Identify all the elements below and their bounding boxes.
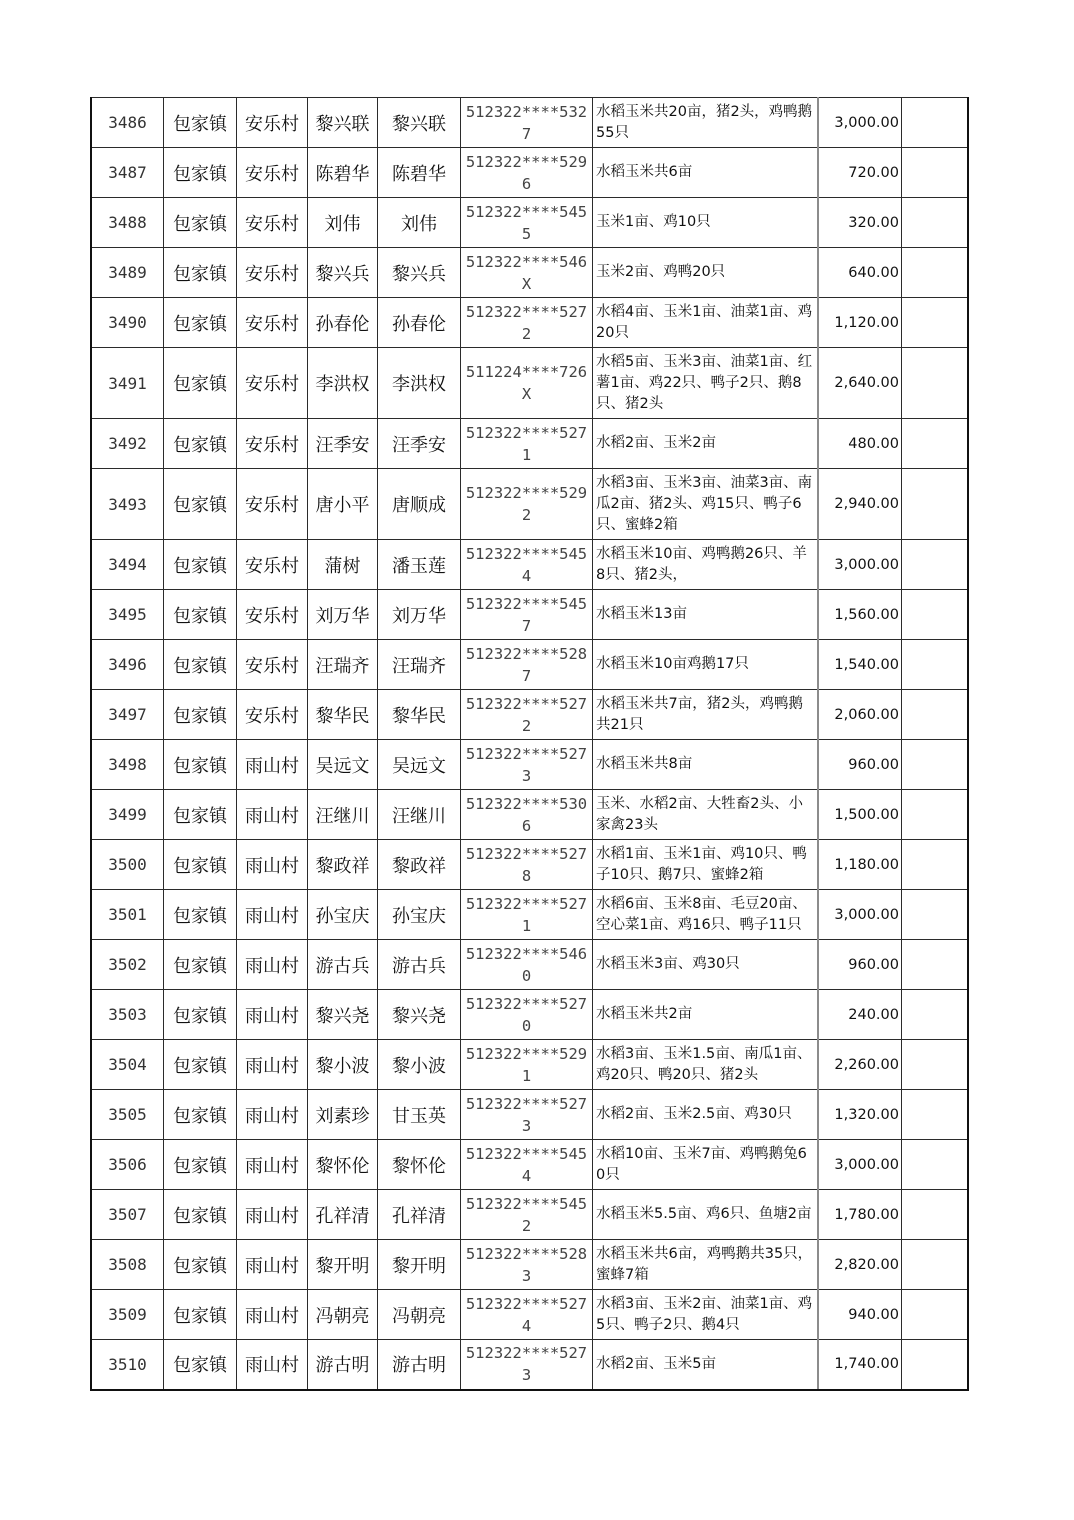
town-cell: 包家镇: [164, 940, 237, 990]
row-number: 3491: [91, 348, 164, 419]
row-number: 3487: [91, 148, 164, 198]
description-cell: 水稻玉米10亩鸡鹅17只: [593, 640, 819, 690]
row-number: 3498: [91, 740, 164, 790]
id-card-cell: 512322****5454: [461, 1140, 593, 1190]
table-row: [91, 248, 968, 298]
amount-cell: 1,180.00: [818, 840, 902, 890]
note-cell: [902, 840, 969, 890]
name-cell: 黎政祥: [308, 840, 378, 890]
row-number: 3490: [91, 298, 164, 348]
village-cell: 安乐村: [237, 590, 308, 640]
id-card-cell: 512322****5272: [461, 690, 593, 740]
description-cell: 水稻玉米共7亩，猪2头，鸡鸭鹅共21只: [593, 690, 819, 740]
note-cell: [902, 940, 969, 990]
name-cell: 陈碧华: [308, 148, 378, 198]
payee-cell: 游古兵: [378, 940, 461, 990]
village-cell: 安乐村: [237, 540, 308, 590]
village-cell: 雨山村: [237, 1140, 308, 1190]
row-number: 3500: [91, 840, 164, 890]
town-cell: 包家镇: [164, 740, 237, 790]
note-cell: [902, 148, 969, 198]
id-card-cell: 512322****5270: [461, 990, 593, 1040]
payee-cell: 黎小波: [378, 1040, 461, 1090]
description-cell: 玉米1亩、鸡10只: [593, 198, 819, 248]
description-cell: 水稻10亩、玉米7亩、鸡鸭鹅兔60只: [593, 1140, 819, 1190]
name-cell: 唐小平: [308, 469, 378, 540]
description-cell: 水稻4亩、玉米1亩、油菜1亩、鸡20只: [593, 298, 819, 348]
town-cell: 包家镇: [164, 298, 237, 348]
town-cell: 包家镇: [164, 540, 237, 590]
payee-cell: 黎兴尧: [378, 990, 461, 1040]
table-row: [91, 1190, 968, 1240]
table-row: [91, 1090, 968, 1140]
description-cell: 水稻5亩、玉米3亩、油菜1亩、红薯1亩、鸡22只、鸭子2只、鹅8只、猪2头: [593, 348, 819, 419]
amount-cell: 1,540.00: [818, 640, 902, 690]
row-number: 3502: [91, 940, 164, 990]
amount-cell: 3,000.00: [818, 1140, 902, 1190]
amount-cell: 640.00: [818, 248, 902, 298]
village-cell: 雨山村: [237, 1090, 308, 1140]
name-cell: 游古兵: [308, 940, 378, 990]
village-cell: 雨山村: [237, 1040, 308, 1090]
amount-cell: 2,640.00: [818, 348, 902, 419]
note-cell: [902, 1240, 969, 1290]
payee-cell: 游古明: [378, 1340, 461, 1390]
row-number: 3499: [91, 790, 164, 840]
row-number: 3497: [91, 690, 164, 740]
name-cell: 刘素珍: [308, 1090, 378, 1140]
payee-cell: 黎开明: [378, 1240, 461, 1290]
name-cell: 黎开明: [308, 1240, 378, 1290]
description-cell: 水稻3亩、玉米2亩、油菜1亩、鸡5只、鸭子2只、鹅4只: [593, 1290, 819, 1340]
amount-cell: 960.00: [818, 740, 902, 790]
payee-cell: 吴远文: [378, 740, 461, 790]
village-cell: 安乐村: [237, 419, 308, 469]
town-cell: 包家镇: [164, 1340, 237, 1390]
amount-cell: 2,940.00: [818, 469, 902, 540]
name-cell: 汪季安: [308, 419, 378, 469]
payee-cell: 孙宝庆: [378, 890, 461, 940]
table-row: [91, 1340, 968, 1390]
village-cell: 雨山村: [237, 1290, 308, 1340]
id-card-cell: 512322****5273: [461, 1340, 593, 1390]
name-cell: 蒲树: [308, 540, 378, 590]
village-cell: 安乐村: [237, 469, 308, 540]
name-cell: 汪瑞齐: [308, 640, 378, 690]
table-row: [91, 348, 968, 419]
amount-cell: 960.00: [818, 940, 902, 990]
note-cell: [902, 540, 969, 590]
description-cell: 水稻玉米共2亩: [593, 990, 819, 1040]
name-cell: 吴远文: [308, 740, 378, 790]
description-cell: 水稻玉米共20亩，猪2头，鸡鸭鹅55只: [593, 98, 819, 148]
payee-cell: 唐顺成: [378, 469, 461, 540]
table-row: [91, 790, 968, 840]
town-cell: 包家镇: [164, 348, 237, 419]
amount-cell: 720.00: [818, 148, 902, 198]
payee-cell: 黎怀伦: [378, 1140, 461, 1190]
table-row: [91, 298, 968, 348]
town-cell: 包家镇: [164, 198, 237, 248]
name-cell: 黎小波: [308, 1040, 378, 1090]
table-row: [91, 198, 968, 248]
village-cell: 安乐村: [237, 198, 308, 248]
id-card-cell: 512322****5454: [461, 540, 593, 590]
subsidy-table: [90, 97, 969, 1391]
id-card-cell: 512322****546X: [461, 248, 593, 298]
payee-cell: 黎华民: [378, 690, 461, 740]
row-number: 3495: [91, 590, 164, 640]
village-cell: 安乐村: [237, 690, 308, 740]
name-cell: 黎兴兵: [308, 248, 378, 298]
town-cell: 包家镇: [164, 1040, 237, 1090]
description-cell: 水稻玉米共6亩，鸡鸭鹅共35只，蜜蜂7箱: [593, 1240, 819, 1290]
id-card-cell: 512322****5306: [461, 790, 593, 840]
town-cell: 包家镇: [164, 148, 237, 198]
name-cell: 游古明: [308, 1340, 378, 1390]
note-cell: [902, 1140, 969, 1190]
id-card-cell: 512322****5296: [461, 148, 593, 198]
town-cell: 包家镇: [164, 690, 237, 740]
note-cell: [902, 790, 969, 840]
payee-cell: 刘万华: [378, 590, 461, 640]
payee-cell: 甘玉英: [378, 1090, 461, 1140]
payee-cell: 黎政祥: [378, 840, 461, 890]
name-cell: 汪继川: [308, 790, 378, 840]
description-cell: 水稻玉米13亩: [593, 590, 819, 640]
id-card-cell: 512322****5271: [461, 419, 593, 469]
village-cell: 雨山村: [237, 740, 308, 790]
village-cell: 安乐村: [237, 298, 308, 348]
town-cell: 包家镇: [164, 1240, 237, 1290]
table-row: [91, 1290, 968, 1340]
note-cell: [902, 198, 969, 248]
id-card-cell: 511224****726X: [461, 348, 593, 419]
row-number: 3489: [91, 248, 164, 298]
note-cell: [902, 98, 969, 148]
amount-cell: 3,000.00: [818, 98, 902, 148]
amount-cell: 2,260.00: [818, 1040, 902, 1090]
table-row: [91, 590, 968, 640]
amount-cell: 1,740.00: [818, 1340, 902, 1390]
note-cell: [902, 248, 969, 298]
village-cell: 安乐村: [237, 348, 308, 419]
row-number: 3504: [91, 1040, 164, 1090]
payee-cell: 汪继川: [378, 790, 461, 840]
id-card-cell: 512322****5278: [461, 840, 593, 890]
id-card-cell: 512322****5273: [461, 740, 593, 790]
note-cell: [902, 990, 969, 1040]
town-cell: 包家镇: [164, 1290, 237, 1340]
village-cell: 安乐村: [237, 640, 308, 690]
amount-cell: 320.00: [818, 198, 902, 248]
note-cell: [902, 1190, 969, 1240]
amount-cell: 3,000.00: [818, 540, 902, 590]
payee-cell: 冯朝亮: [378, 1290, 461, 1340]
payee-cell: 潘玉莲: [378, 540, 461, 590]
note-cell: [902, 469, 969, 540]
amount-cell: 2,060.00: [818, 690, 902, 740]
table-row: [91, 740, 968, 790]
description-cell: 水稻玉米3亩、鸡30只: [593, 940, 819, 990]
name-cell: 孔祥清: [308, 1190, 378, 1240]
amount-cell: 3,000.00: [818, 890, 902, 940]
row-number: 3492: [91, 419, 164, 469]
description-cell: 玉米2亩、鸡鸭20只: [593, 248, 819, 298]
table-body: [91, 98, 968, 1390]
town-cell: 包家镇: [164, 419, 237, 469]
name-cell: 冯朝亮: [308, 1290, 378, 1340]
row-number: 3503: [91, 990, 164, 1040]
description-cell: 水稻玉米10亩、鸡鸭鹅26只、羊8只、猪2头，: [593, 540, 819, 590]
payee-cell: 汪瑞齐: [378, 640, 461, 690]
description-cell: 水稻玉米共6亩: [593, 148, 819, 198]
amount-cell: 480.00: [818, 419, 902, 469]
amount-cell: 240.00: [818, 990, 902, 1040]
table-row: [91, 1240, 968, 1290]
village-cell: 雨山村: [237, 990, 308, 1040]
note-cell: [902, 1340, 969, 1390]
payee-cell: 汪季安: [378, 419, 461, 469]
id-card-cell: 512322****5292: [461, 469, 593, 540]
id-card-cell: 512322****5283: [461, 1240, 593, 1290]
note-cell: [902, 740, 969, 790]
village-cell: 雨山村: [237, 1340, 308, 1390]
village-cell: 安乐村: [237, 148, 308, 198]
row-number: 3510: [91, 1340, 164, 1390]
amount-cell: 1,500.00: [818, 790, 902, 840]
table-row: [91, 640, 968, 690]
description-cell: 水稻玉米共8亩: [593, 740, 819, 790]
table-row: [91, 469, 968, 540]
table-row: [91, 419, 968, 469]
town-cell: 包家镇: [164, 1090, 237, 1140]
table-row: [91, 148, 968, 198]
town-cell: 包家镇: [164, 640, 237, 690]
row-number: 3501: [91, 890, 164, 940]
row-number: 3486: [91, 98, 164, 148]
note-cell: [902, 1040, 969, 1090]
village-cell: 雨山村: [237, 790, 308, 840]
name-cell: 孙春伦: [308, 298, 378, 348]
table-row: [91, 890, 968, 940]
amount-cell: 1,780.00: [818, 1190, 902, 1240]
amount-cell: 2,820.00: [818, 1240, 902, 1290]
description-cell: 水稻3亩、玉米1.5亩、南瓜1亩、鸡20只、鸭20只、猪2头: [593, 1040, 819, 1090]
id-card-cell: 512322****5274: [461, 1290, 593, 1340]
description-cell: 水稻2亩、玉米2亩: [593, 419, 819, 469]
town-cell: 包家镇: [164, 790, 237, 840]
description-cell: 水稻1亩、玉米1亩、鸡10只、鸭子10只、鹅7只、蜜蜂2箱: [593, 840, 819, 890]
village-cell: 雨山村: [237, 1240, 308, 1290]
amount-cell: 1,320.00: [818, 1090, 902, 1140]
table-row: [91, 690, 968, 740]
note-cell: [902, 1290, 969, 1340]
name-cell: 黎华民: [308, 690, 378, 740]
table-row: [91, 1040, 968, 1090]
village-cell: 安乐村: [237, 248, 308, 298]
name-cell: 孙宝庆: [308, 890, 378, 940]
village-cell: 安乐村: [237, 98, 308, 148]
note-cell: [902, 348, 969, 419]
id-card-cell: 512322****5287: [461, 640, 593, 690]
payee-cell: 孙春伦: [378, 298, 461, 348]
village-cell: 雨山村: [237, 890, 308, 940]
payee-cell: 孔祥清: [378, 1190, 461, 1240]
town-cell: 包家镇: [164, 469, 237, 540]
village-cell: 雨山村: [237, 940, 308, 990]
payee-cell: 黎兴兵: [378, 248, 461, 298]
name-cell: 黎兴尧: [308, 990, 378, 1040]
town-cell: 包家镇: [164, 590, 237, 640]
name-cell: 黎怀伦: [308, 1140, 378, 1190]
town-cell: 包家镇: [164, 1140, 237, 1190]
table-row: [91, 540, 968, 590]
row-number: 3506: [91, 1140, 164, 1190]
id-card-cell: 512322****5272: [461, 298, 593, 348]
row-number: 3508: [91, 1240, 164, 1290]
table-row: [91, 1140, 968, 1190]
table-row: [91, 98, 968, 148]
table-row: [91, 990, 968, 1040]
description-cell: 水稻2亩、玉米5亩: [593, 1340, 819, 1390]
town-cell: 包家镇: [164, 840, 237, 890]
village-cell: 雨山村: [237, 1190, 308, 1240]
row-number: 3494: [91, 540, 164, 590]
town-cell: 包家镇: [164, 990, 237, 1040]
id-card-cell: 512322****5273: [461, 1090, 593, 1140]
name-cell: 李洪权: [308, 348, 378, 419]
row-number: 3509: [91, 1290, 164, 1340]
id-card-cell: 512322****5291: [461, 1040, 593, 1090]
payee-cell: 刘伟: [378, 198, 461, 248]
note-cell: [902, 590, 969, 640]
description-cell: 水稻2亩、玉米2.5亩、鸡30只: [593, 1090, 819, 1140]
id-card-cell: 512322****5327: [461, 98, 593, 148]
description-cell: 水稻玉米5.5亩、鸡6只、鱼塘2亩: [593, 1190, 819, 1240]
payee-cell: 陈碧华: [378, 148, 461, 198]
note-cell: [902, 298, 969, 348]
id-card-cell: 512322****5271: [461, 890, 593, 940]
row-number: 3488: [91, 198, 164, 248]
note-cell: [902, 690, 969, 740]
note-cell: [902, 890, 969, 940]
row-number: 3493: [91, 469, 164, 540]
row-number: 3496: [91, 640, 164, 690]
note-cell: [902, 419, 969, 469]
payee-cell: 李洪权: [378, 348, 461, 419]
payee-cell: 黎兴联: [378, 98, 461, 148]
amount-cell: 940.00: [818, 1290, 902, 1340]
amount-cell: 1,560.00: [818, 590, 902, 640]
description-cell: 玉米、水稻2亩、大牲畜2头、小家禽23头: [593, 790, 819, 840]
name-cell: 刘伟: [308, 198, 378, 248]
id-card-cell: 512322****5457: [461, 590, 593, 640]
id-card-cell: 512322****5452: [461, 1190, 593, 1240]
row-number: 3507: [91, 1190, 164, 1240]
village-cell: 雨山村: [237, 840, 308, 890]
row-number: 3505: [91, 1090, 164, 1140]
note-cell: [902, 640, 969, 690]
id-card-cell: 512322****5460: [461, 940, 593, 990]
town-cell: 包家镇: [164, 248, 237, 298]
town-cell: 包家镇: [164, 1190, 237, 1240]
table-row: [91, 940, 968, 990]
town-cell: 包家镇: [164, 890, 237, 940]
description-cell: 水稻6亩、玉米8亩、毛豆20亩、空心菜1亩、鸡16只、鸭子11只: [593, 890, 819, 940]
id-card-cell: 512322****5455: [461, 198, 593, 248]
description-cell: 水稻3亩、玉米3亩、油菜3亩、南瓜2亩、猪2头、鸡15只、鸭子6只、蜜蜂2箱: [593, 469, 819, 540]
town-cell: 包家镇: [164, 98, 237, 148]
table-row: [91, 840, 968, 890]
note-cell: [902, 1090, 969, 1140]
name-cell: 刘万华: [308, 590, 378, 640]
name-cell: 黎兴联: [308, 98, 378, 148]
amount-cell: 1,120.00: [818, 298, 902, 348]
